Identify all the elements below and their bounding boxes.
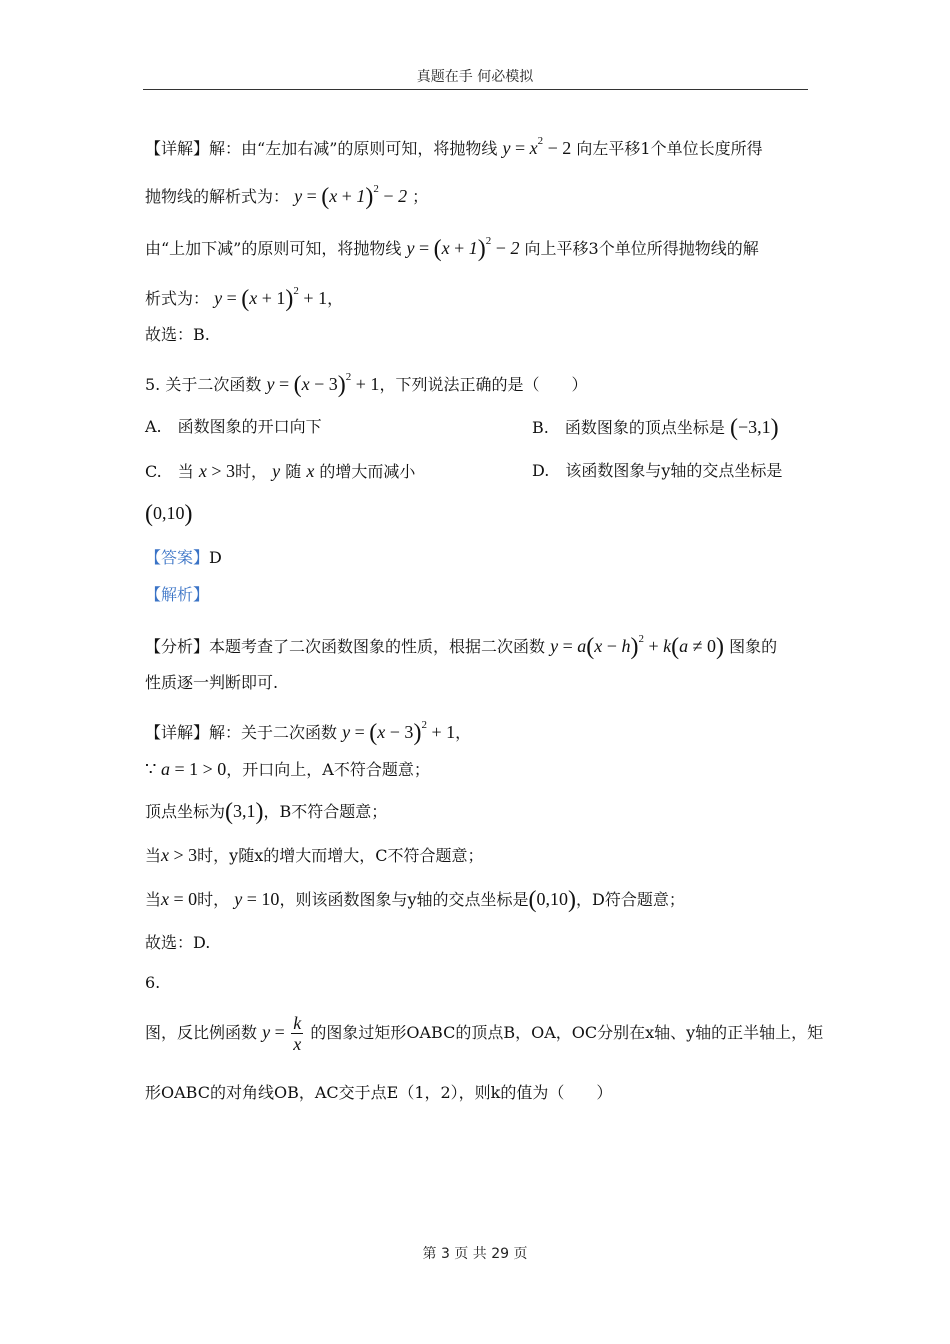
text: ，开口向上，A不符合题意； xyxy=(226,760,430,779)
q5-answer xyxy=(145,547,222,569)
q4-detail-line-3 xyxy=(145,230,759,260)
formula: y = 10 xyxy=(234,889,280,909)
answer-label: 【答案】 xyxy=(145,548,210,567)
formula: $y = (x - 3)^2 + 1$ xyxy=(266,371,380,398)
detail-label: 【详解】 xyxy=(145,139,210,158)
fenxi-label: 【分析】 xyxy=(145,637,210,656)
formula: x xyxy=(306,461,315,481)
formula: $y = (x + 1)^2 - 2$ xyxy=(406,235,520,262)
text: B. 函数图象的顶点坐标是 xyxy=(532,418,725,437)
q5-detail-line-3 xyxy=(145,800,387,823)
q4-detail-line-2 xyxy=(145,178,428,208)
text: 当 xyxy=(145,890,162,909)
q6-line-1 xyxy=(145,1013,823,1054)
q5-detail-line-1 xyxy=(145,714,471,744)
formula: (3,1) xyxy=(225,799,264,825)
formula: $y = a(x - h)^2 + k(a \ne 0)$ xyxy=(550,633,724,660)
q6-line-2: 形OABC的对角线OB，AC交于点E（1，2），则k的值为（ ） xyxy=(145,1083,613,1102)
text: 顶点坐标为 xyxy=(145,802,226,821)
text: ，B不符合题意； xyxy=(263,802,388,821)
formula: (0,10) xyxy=(145,501,193,527)
text: 时， xyxy=(235,462,268,481)
q5-option-b xyxy=(532,416,779,439)
q5-detail-answer: 故选：D. xyxy=(145,933,211,952)
text: 由“上加下减”的原则可知，将抛物线 xyxy=(145,239,402,258)
formula: $y = x^2 - 2$ xyxy=(502,135,572,158)
text: 析式为： xyxy=(145,289,210,308)
text: 向左平移1个单位长度所得 xyxy=(576,139,763,158)
text: 解：由“左加右减”的原则可知，将抛物线 xyxy=(209,139,498,158)
formula: x > 3 xyxy=(161,845,198,865)
text: 抛物线的解析式为： xyxy=(145,187,290,206)
q5-detail-line-2 xyxy=(145,758,430,781)
text: 的增大而减小 xyxy=(319,462,416,481)
text: ，下列说法正确的是（ ） xyxy=(379,375,588,394)
q5-analysis-label: 【解析】 xyxy=(145,585,210,604)
q5-fenxi-line-1 xyxy=(145,628,777,658)
header-divider xyxy=(143,89,808,90)
q5-stem xyxy=(145,366,587,396)
text: ； xyxy=(412,187,429,206)
text: ， xyxy=(327,289,344,308)
text: 图象的 xyxy=(729,637,778,656)
text: 本题考查了二次函数图象的性质，根据二次函数 xyxy=(209,637,546,656)
fraction-k-over-x: $\frac{k}{x}$ xyxy=(293,1013,302,1054)
q5-option-c xyxy=(145,460,415,483)
q4-answer: 故选：B. xyxy=(145,325,210,344)
text: 解：关于二次函数 xyxy=(209,723,338,742)
formula: $y = (x + 1)^2 + 1$ xyxy=(214,285,328,312)
text: C. 当 xyxy=(145,462,194,481)
q4-detail-line-1 xyxy=(145,130,763,160)
formula: (−3,1) xyxy=(729,415,779,441)
page-footer: 第 3 页 共 29 页 xyxy=(422,1246,528,1262)
text: ， xyxy=(455,723,472,742)
q5-detail-line-5 xyxy=(145,888,685,911)
detail-label: 【详解】 xyxy=(145,723,210,742)
formula: $y = (x - 3)^2 + 1$ xyxy=(342,719,456,746)
text: 图，反比例函数 xyxy=(145,1023,258,1042)
q6-number: 6. xyxy=(145,973,161,992)
q5-option-d: D. 该函数图象与y轴的交点坐标是 xyxy=(532,461,783,480)
formula: ∵ a = 1 > 0 xyxy=(145,759,227,779)
answer-value: D xyxy=(209,548,222,567)
text: 的图象过矩形OABC的顶点B，OA，OC分别在x轴、y轴的正半轴上，矩 xyxy=(310,1023,824,1042)
formula: y = xyxy=(262,1022,290,1042)
q5-detail-line-4 xyxy=(145,844,483,867)
text: 时， xyxy=(197,890,230,909)
formula: y xyxy=(272,461,281,481)
formula: $y = (x + 1)^2 - 2$ xyxy=(294,183,408,210)
formula: x > 3 xyxy=(198,461,236,481)
formula: x = 0 xyxy=(161,889,198,909)
page-header: 真题在手 何必模拟 xyxy=(416,69,534,85)
text: 时，y随x的增大而增大，C不符合题意； xyxy=(197,846,484,865)
text: 关于二次函数 xyxy=(165,375,262,394)
q4-detail-line-4 xyxy=(145,280,343,310)
text: 向上平移3个单位所得抛物线的解 xyxy=(524,239,759,258)
q5-option-d-value xyxy=(145,502,193,525)
formula: (0,10) xyxy=(528,887,576,913)
question-number: 5. xyxy=(145,375,161,394)
q5-option-a: A. 函数图象的开口向下 xyxy=(145,417,322,436)
text: 随 xyxy=(285,462,302,481)
text: 当 xyxy=(145,846,162,865)
q5-fenxi-line-2: 性质逐一判断即可. xyxy=(145,673,279,692)
text: ，D符合题意； xyxy=(575,890,685,909)
text: ，则该函数图象与y轴的交点坐标是 xyxy=(279,890,529,909)
